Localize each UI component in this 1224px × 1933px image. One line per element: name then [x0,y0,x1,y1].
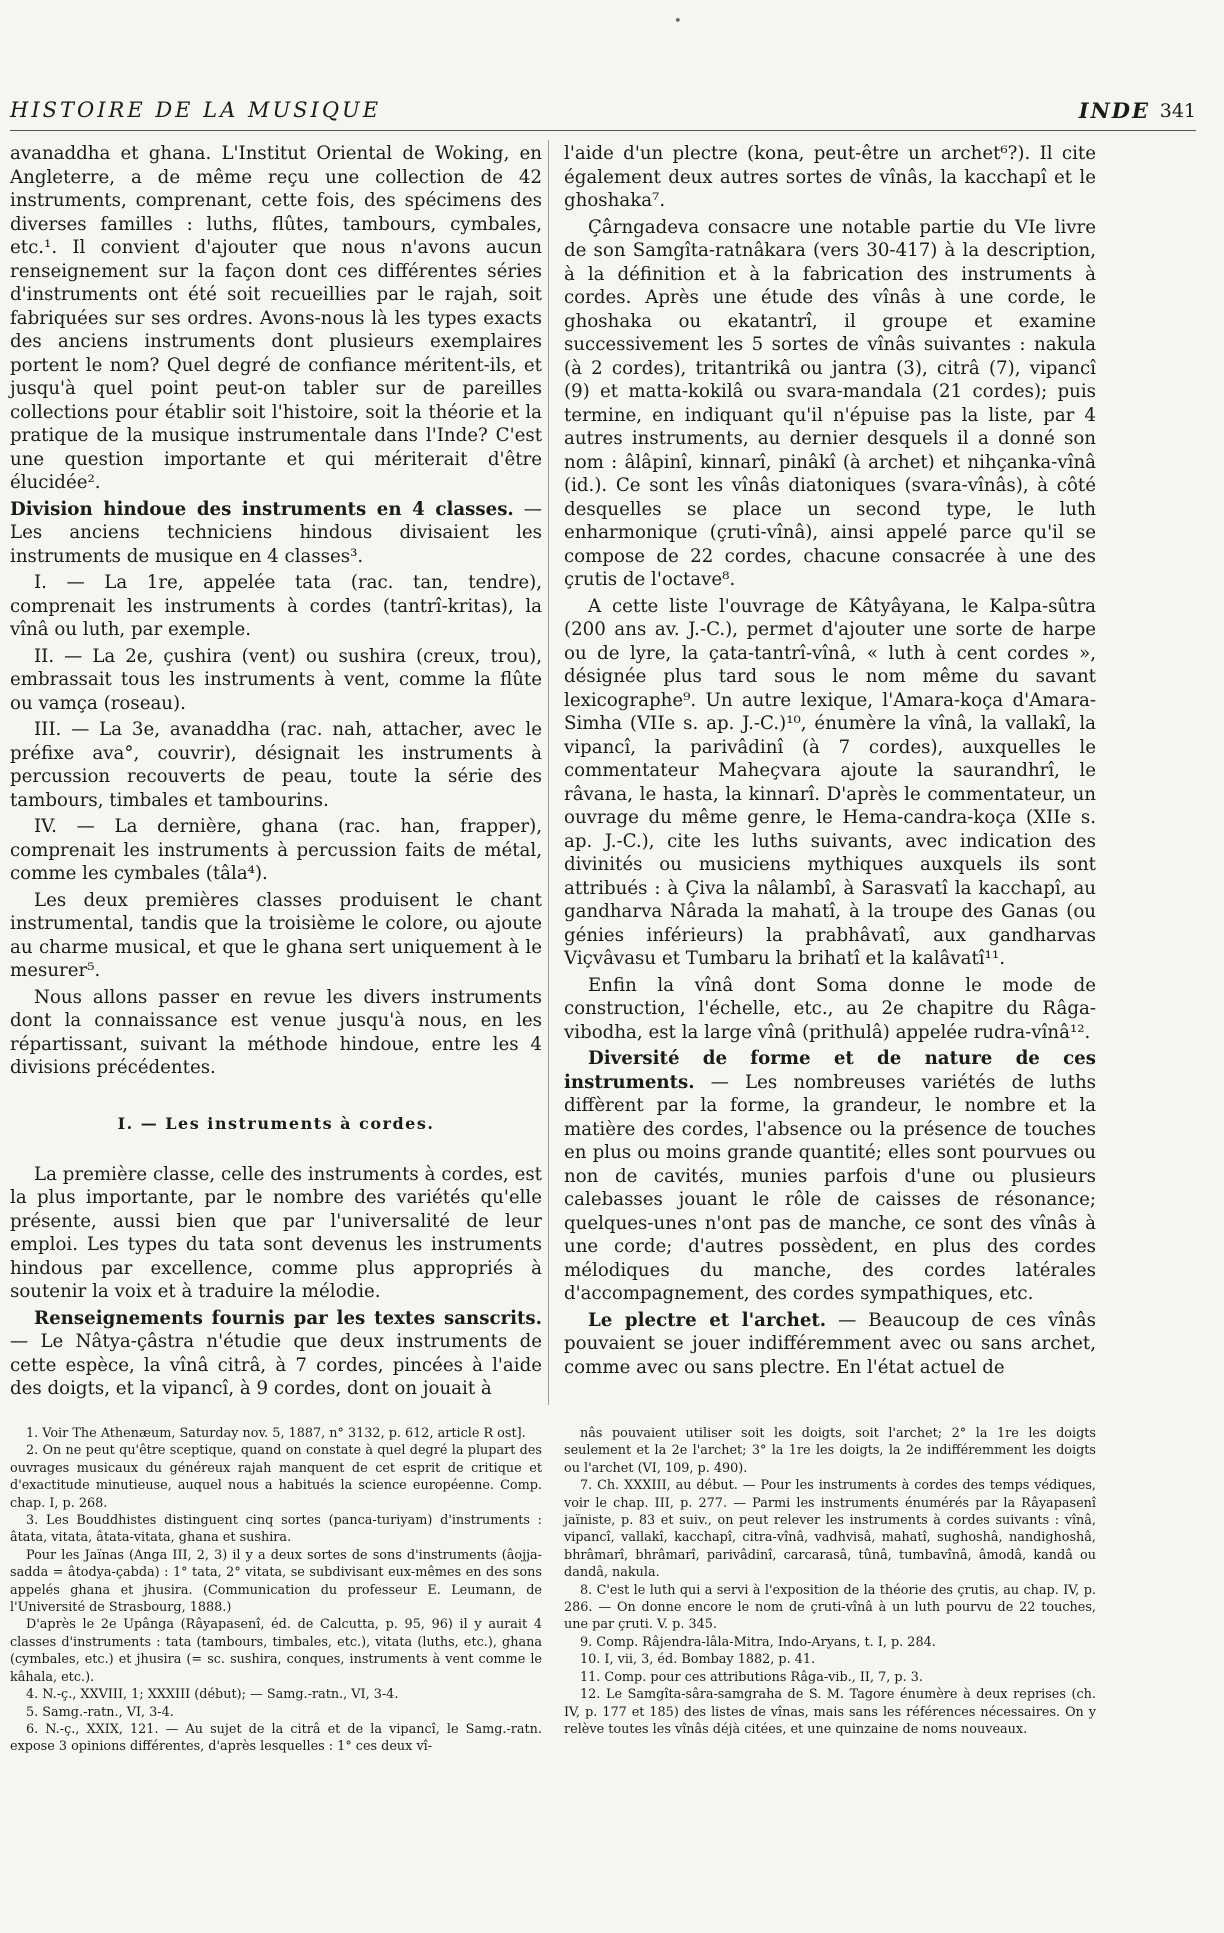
paragraph [10,1163,542,1304]
header-title: HISTOIRE DE LA MUSIQUE [10,98,382,122]
header-section: INDE [1078,98,1150,123]
footnotes-right [564,1425,1096,1738]
footnote: 4. N.-ç., XXVIII, 1; XXXIII (début); — Samg.-ratn., VI, 3-4. [26,1687,399,1703]
footnote: Pour les Jaïnas (Anga III, 2, 3) il y a deux sortes de sons d'instruments (âojja-sadda = âtodya-çabda) : 1° tata, 2° vitata, se subdivisant eux-mêmes en des sons appelés ghana et jhusira. (Communication du professeur E. Leumann, de l'Université de Strasbourg, 1888.) [10,1547,542,1616]
paragraph [10,498,542,569]
paragraph-text: Les deux premières classes produisent le chant instrumental, tandis que la troisième le colore, ou ajoute au charme musical, et que le ghana sert uniquement à le mesurer⁵. [10,889,542,981]
paragraph-text: IV. — La dernière, ghana (rac. han, frapper), comprenait les instruments à percussion faits de métal, comme les cymbales (tâla⁴). [10,816,542,884]
paragraph-heading: Le plectre et l'archet. [588,1309,827,1331]
paragraph-text: I. — La 1re, appelée tata (rac. tan, tendre), comprenait les instruments à cordes (tantrî-kritas), la vînâ ou luth, par exemple. [10,572,542,640]
left-column-paragraphs [10,142,542,1080]
paragraph-text: Çârngadeva consacre une notable partie du VIe livre de son Samgîta-ratnâkara (vers 30-417) à la description, à la définition et à la fabrication des instruments à cordes. Après une étude des vînâs à une corde, le ghoshaka ou ekatantrî, il groupe et examine successivement les 5 sortes de vînâs suivantes : nakula (à 2 cordes), tritantrikâ ou jantra (3), citrâ (7), vipancî (9) et matta-kokilâ ou svara-mandala (21 cordes); puis termine, en indiquant qu'il n'épuise pas la liste, par 4 autres instruments, au dernier desquels il a donné son nom : âlâpinî, kinnarî, pinâkî (à archet) et nihçanka-vînâ (id.). Ce sont les vînâs diatoniques (svara-vînâs), à côté desquelles se place un second type, le luth enharmonique (çruti-vînâ), ainsi appelé parce qu'il se compose de 22 cordes, chacune consacrée à une des çrutis de l'octave⁸. [564,216,1096,590]
paragraph-text: La première classe, celle des instruments à cordes, est la plus importante, par le nombre des variétés qu'elle présente, aussi bien que par l'universalité de leur emploi. Les types du tata sont devenus les instruments hindous par excellence, comme plus appropriés à soutenir la voix et à traduire la mélodie. [10,1163,542,1302]
paragraph-text: Enfin la vînâ dont Soma donne le mode de construction, l'échelle, etc., au 2e chapitre du Râga-vibodha, est la large vînâ (prithulâ) appelée rudra-vînâ¹². [564,974,1096,1043]
paragraph-text: avanaddha et ghana. L'Institut Oriental de Woking, en Angleterre, a de même reçu une collection de 42 instruments, comprenant, cette fois, des spécimens des diverses familles : luths, flûtes, tambours, cymbales, etc.¹. Il convient d'ajouter que nous n'avons aucun renseignement sur la façon dont ces différentes séries d'instruments ont été soit recueillies par le rajah, soit fabriquées sur ses ordres. Avons-nous là les types exacts des anciens instruments dont plusieurs exemplaires portent le nom? Quel degré de confiance méritent-ils, et jusqu'à quel point peut-on tabler sur de pareilles collections pour établir soit l'histoire, soit la théorie et la pratique de la musique instrumentale dans l'Inde? C'est une question importante et qui mériterait d'être élucidée². [10,143,542,493]
paragraph-text: III. — La 3e, avanaddha (rac. nah, attacher, avec le préfixe ava°, couvrir), désignait les instruments à percussion recouverts de peau, toute la série des tambours, timbales et tambourins. [10,719,542,811]
footnote: 7. Ch. XXXIII, au début. — Pour les instruments à cordes des temps védiques, voir le chap. III, p. 277. — Parmi les instruments énumérés par la Râyapasenî jaïniste, p. 83 et suiv., on peut relever les instruments à cordes suivants : vînâ, vipancî, vallakî, kacchapî, citra-vînâ, vadhvisâ, mahatî, sughoshâ, nandighoshâ, bhrâmarî, bhrâmarî, parivâdinî, carcarasâ, tûnâ, tumbavînâ, âmodâ, kandâ ou dandâ, nakula. [564,1478,1096,1581]
paragraph [10,815,542,886]
footnote: 3. Les Bouddhistes distinguent cinq sortes (panca-turiyam) d'instruments : âtata, vitata, âtata-vitata, ghana et sushira. [10,1513,542,1546]
paragraph [10,571,542,642]
paragraph-heading: Division hindoue des instruments en 4 classes. [10,498,514,520]
left-column-paragraphs-after [10,1163,542,1401]
footnotes-left [10,1425,542,1756]
footnote: 12. Le Samgîta-sâra-samgraha de S. M. Tagore énumère à deux reprises (ch. IV, p. 177 et 185) des listes de vînas, mais sans les références nécessaires. On y relève toutes les vînâs déjà citées, et une quinzaine de noms nouveaux. [564,1687,1096,1737]
section-title: I. — Les instruments à cordes. [117,1113,435,1133]
paragraph-heading: Renseignements fournis par les textes sanscrits. [34,1307,542,1329]
footnote: 6. N.-ç., XXIX, 121. — Au sujet de la citrâ et de la vipancî, le Samg.-ratn. expose 3 opinions différentes, d'après lesquelles : 1° ces deux vî- [10,1721,542,1755]
top-mark: • [674,14,682,29]
paragraph-text: — Le Nâtya-çâstra n'étudie que deux instruments de cette espèce, la vînâ citrâ, à 7 cordes, pincées à l'aide des doigts, et la vipancî, à 9 cordes, dont on jouait à [10,1331,542,1399]
footnote: 2. On ne peut qu'être sceptique, quand on constate à quel degré la plupart des ouvrages musicaux du généreux rajah manquent de cet esprit de critique et d'exactitude minutieuse, auquel nous a habitués la science européenne. Comp. chap. I, p. 268. [10,1443,542,1511]
paragraph [10,889,542,983]
column-divider [548,140,549,1405]
paragraph [10,142,542,495]
paragraph-text: — Les nombreuses variétés de luths diffèrent par la forme, la grandeur, le nombre et la matière des cordes, l'absence ou la présence de touches en plus ou moins grande quantité; elles sont pourvues ou non de cavités, munies parfois d'une ou plusieurs calebasses jouant le rôle de caisses de résonance; quelques-unes n'ont pas de manche, ce sont des vînâs à une corde; d'autres possèdent, en plus des cordes mélodiques du manche, des cordes latérales d'accompagnement, des cordes sympathiques, etc. [564,1071,1096,1304]
paragraph-text: l'aide d'un plectre (kona, peut-être un archet⁶?). Il cite également deux autres sortes de vînâs, la kacchapî et le ghoshaka⁷. [564,143,1096,211]
footnote: 8. C'est le luth qui a servi à l'exposition de la théorie des çrutis, au chap. IV, p. 286. — On donne encore le nom de çruti-vînâ à un luth pourvu de 22 touches, une par çruti. V. p. 345. [564,1582,1096,1633]
running-header [10,98,1196,131]
right-column [564,142,1096,1382]
paragraph [564,595,1096,971]
left-column [10,142,542,1404]
footnote: 9. Comp. Râjendra-lâla-Mitra, Indo-Aryans, t. I, p. 284. [580,1634,936,1650]
right-column-paragraphs [564,142,1096,1379]
footnote: 1. Voir The Athenæum, Saturday nov. 5, 1887, n° 3132, p. 612, article R ost]. [26,1426,526,1441]
footnote: D'après le 2e Upânga (Râyapasenî, éd. de Calcutta, p. 95, 96) il y aurait 4 classes d'instruments : tata (tambours, timbales, etc.), vitata (luths, etc.), ghana (cymbales, etc.) et jhusira (= sc. sushira, conques, instruments à vent comme le kâhala, etc.). [10,1617,542,1685]
paragraph-text: II. — La 2e, çushira (vent) ou sushira (creux, trou), embrassait tous les instruments à vent, comme la flûte ou vamça (roseau). [10,645,542,714]
footnote: 11. Comp. pour ces attributions Râga-vib., II, 7, p. 3. [580,1669,923,1685]
paragraph [10,718,542,812]
paragraph [564,1309,1096,1380]
paragraph [564,1047,1096,1306]
footnote: 5. Samg.-ratn., VI, 3-4. [26,1704,174,1720]
footnote: 10. I, vii, 3, éd. Bombay 1882, p. 41. [580,1652,816,1668]
paragraph-text: Nous allons passer en revue les divers instruments dont la connaissance est venue jusqu'à nous, en les répartissant, suivant la méthode hindoue, entre les 4 divisions précédentes. [10,986,542,1078]
paragraph-text: — Les anciens techniciens hindous divisaient les instruments de musique en 4 classes³. [10,498,542,567]
paragraph [10,986,542,1080]
paragraph [564,974,1096,1045]
paragraph-text: — Beaucoup de ces vînâs pouvaient se jouer indifféremment avec ou sans archet, comme avec ou sans plectre. En l'état actuel de [564,1309,1096,1378]
paragraph [10,1307,542,1401]
paragraph-heading: Diversité de forme et de nature de ces instruments. [564,1048,1096,1093]
paragraph-text: A cette liste l'ouvrage de Kâtyâyana, le Kalpa-sûtra (200 ans av. J.-C.), permet d'ajouter une sorte de harpe ou de lyre, la çata-tantrî-vînâ, « luth à cent cordes », désignée plus tard sous le nom même du savant lexicographe⁹. Un autre lexique, l'Amara-koça d'Amara-Simha (VIIe s. ap. J.-C.)¹⁰, énumère la vînâ, la vallakî, la vipancî, la parivâdinî (à 7 cordes), auxquelles le commentateur Maheçvara ajoute la saurandhrî, le râvana, le hasta, la kinnarî. D'après le commentateur, un ouvrage du même genre, le Hema-candra-koça (XIIe s. ap. J.-C.), cite les luths suivants, avec indication des divinités ou musiciens mythiques auxquels ils sont attribués : à Çiva la nâlambî, à Sarasvatî la kacchapî, au gandharva Nârada la mahatî, à la troupe des Ganas (ou génies inférieurs) la prabhâvatî, aux gandharvas Viçvâvasu et Tumbaru la brihatî et la kalâvatî¹¹. [564,595,1096,969]
paragraph [564,216,1096,592]
paragraph [10,645,542,716]
page-number: 341 [1159,100,1196,122]
footnote: nâs pouvaient utiliser soit les doigts, soit l'archet; 2° la 1re les doigts seulement et la 2e l'archet; 3° la 1re les doigts, la 2e indifféremment les doigts ou l'archet (VI, 109, p. 490). [564,1426,1096,1476]
paragraph [564,142,1096,213]
